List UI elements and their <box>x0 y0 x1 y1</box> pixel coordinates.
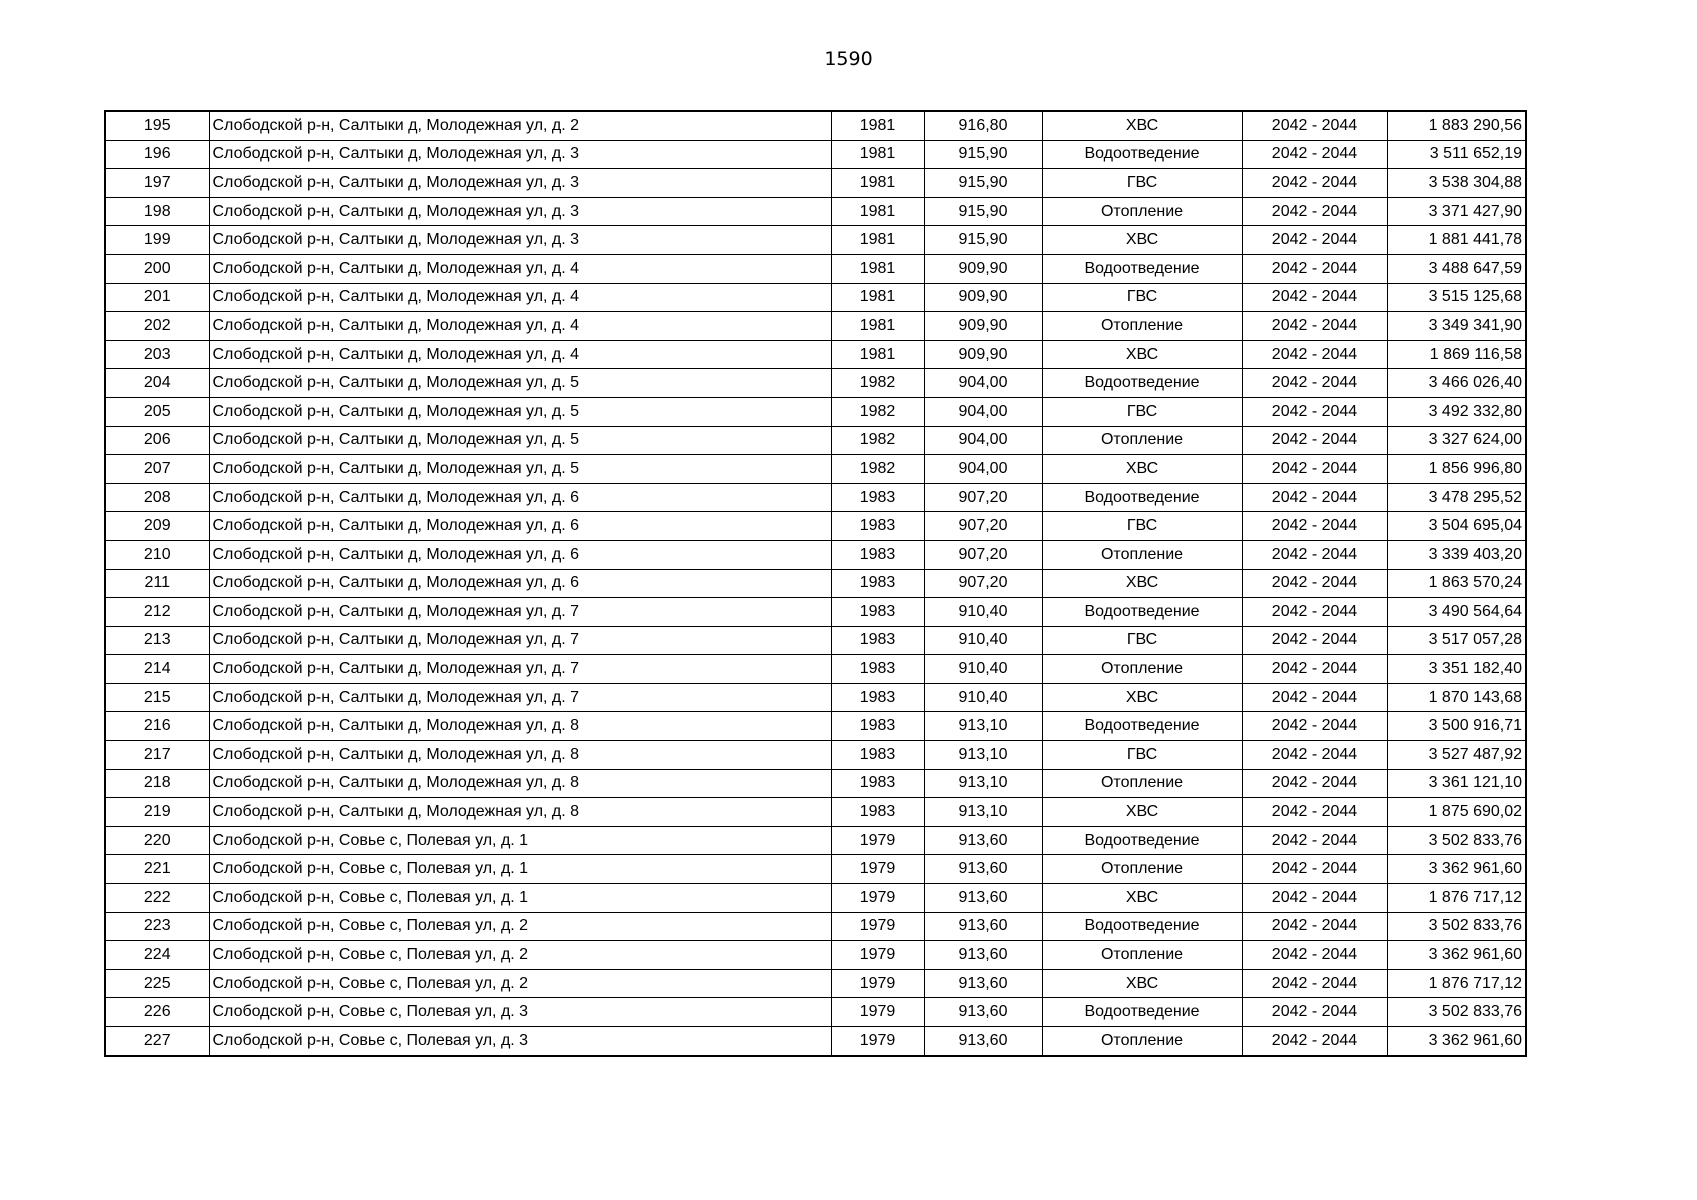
cost-cell: 3 515 125,68 <box>1387 283 1526 312</box>
row-number-cell: 209 <box>105 512 209 541</box>
address-cell: Слободской р-н, Салтыки д, Молодежная ул, д. 4 <box>209 283 831 312</box>
year-cell: 1979 <box>831 855 924 884</box>
period-cell: 2042 - 2044 <box>1242 655 1387 684</box>
area-cell: 913,60 <box>924 826 1042 855</box>
service-cell: Водоотведение <box>1042 483 1242 512</box>
table-row <box>105 169 1526 198</box>
period-cell: 2042 - 2044 <box>1242 826 1387 855</box>
row-number-cell: 222 <box>105 884 209 913</box>
address-cell: Слободской р-н, Салтыки д, Молодежная ул, д. 4 <box>209 312 831 341</box>
service-cell: Отопление <box>1042 769 1242 798</box>
year-cell: 1979 <box>831 941 924 970</box>
row-number-cell: 214 <box>105 655 209 684</box>
year-cell: 1983 <box>831 512 924 541</box>
year-cell: 1982 <box>831 369 924 398</box>
area-cell: 910,40 <box>924 626 1042 655</box>
cost-cell: 3 504 695,04 <box>1387 512 1526 541</box>
period-cell: 2042 - 2044 <box>1242 340 1387 369</box>
service-cell: Отопление <box>1042 855 1242 884</box>
period-cell: 2042 - 2044 <box>1242 226 1387 255</box>
table-row <box>105 998 1526 1027</box>
service-cell: ГВС <box>1042 626 1242 655</box>
address-cell: Слободской р-н, Салтыки д, Молодежная ул, д. 2 <box>209 111 831 140</box>
table-row <box>105 1027 1526 1056</box>
period-cell: 2042 - 2044 <box>1242 998 1387 1027</box>
area-cell: 915,90 <box>924 140 1042 169</box>
row-number-cell: 202 <box>105 312 209 341</box>
area-cell: 907,20 <box>924 512 1042 541</box>
area-cell: 913,10 <box>924 741 1042 770</box>
address-cell: Слободской р-н, Салтыки д, Молодежная ул, д. 5 <box>209 426 831 455</box>
row-number-cell: 223 <box>105 912 209 941</box>
area-cell: 913,60 <box>924 884 1042 913</box>
service-cell: ГВС <box>1042 283 1242 312</box>
year-cell: 1983 <box>831 626 924 655</box>
row-number-cell: 199 <box>105 226 209 255</box>
address-cell: Слободской р-н, Салтыки д, Молодежная ул, д. 3 <box>209 197 831 226</box>
service-cell: ГВС <box>1042 741 1242 770</box>
service-cell: Отопление <box>1042 941 1242 970</box>
year-cell: 1983 <box>831 769 924 798</box>
table-row <box>105 340 1526 369</box>
area-cell: 913,60 <box>924 912 1042 941</box>
year-cell: 1979 <box>831 912 924 941</box>
area-cell: 913,60 <box>924 1027 1042 1056</box>
address-cell: Слободской р-н, Салтыки д, Молодежная ул, д. 6 <box>209 569 831 598</box>
cost-cell: 1 876 717,12 <box>1387 969 1526 998</box>
year-cell: 1981 <box>831 312 924 341</box>
cost-cell: 3 351 182,40 <box>1387 655 1526 684</box>
row-number-cell: 225 <box>105 969 209 998</box>
period-cell: 2042 - 2044 <box>1242 798 1387 827</box>
cost-cell: 3 502 833,76 <box>1387 998 1526 1027</box>
area-cell: 915,90 <box>924 197 1042 226</box>
area-cell: 909,90 <box>924 254 1042 283</box>
area-cell: 904,00 <box>924 369 1042 398</box>
table-row <box>105 569 1526 598</box>
period-cell: 2042 - 2044 <box>1242 512 1387 541</box>
period-cell: 2042 - 2044 <box>1242 712 1387 741</box>
service-cell: ХВС <box>1042 111 1242 140</box>
service-cell: ХВС <box>1042 884 1242 913</box>
address-cell: Слободской р-н, Салтыки д, Молодежная ул, д. 4 <box>209 254 831 283</box>
year-cell: 1983 <box>831 741 924 770</box>
table-row <box>105 969 1526 998</box>
row-number-cell: 196 <box>105 140 209 169</box>
cost-cell: 3 371 427,90 <box>1387 197 1526 226</box>
service-cell: Отопление <box>1042 426 1242 455</box>
year-cell: 1981 <box>831 254 924 283</box>
table-row <box>105 884 1526 913</box>
area-cell: 913,10 <box>924 798 1042 827</box>
area-cell: 913,10 <box>924 712 1042 741</box>
address-cell: Слободской р-н, Совье с, Полевая ул, д. 2 <box>209 969 831 998</box>
service-cell: Водоотведение <box>1042 598 1242 627</box>
table-row <box>105 483 1526 512</box>
year-cell: 1983 <box>831 712 924 741</box>
area-cell: 913,10 <box>924 769 1042 798</box>
row-number-cell: 210 <box>105 540 209 569</box>
period-cell: 2042 - 2044 <box>1242 283 1387 312</box>
cost-cell: 3 339 403,20 <box>1387 540 1526 569</box>
period-cell: 2042 - 2044 <box>1242 169 1387 198</box>
cost-cell: 3 327 624,00 <box>1387 426 1526 455</box>
table-row <box>105 626 1526 655</box>
address-cell: Слободской р-н, Салтыки д, Молодежная ул, д. 8 <box>209 769 831 798</box>
address-cell: Слободской р-н, Салтыки д, Молодежная ул, д. 8 <box>209 712 831 741</box>
row-number-cell: 218 <box>105 769 209 798</box>
row-number-cell: 207 <box>105 455 209 484</box>
row-number-cell: 201 <box>105 283 209 312</box>
service-cell: ГВС <box>1042 397 1242 426</box>
area-cell: 909,90 <box>924 340 1042 369</box>
area-cell: 907,20 <box>924 483 1042 512</box>
row-number-cell: 226 <box>105 998 209 1027</box>
area-cell: 910,40 <box>924 655 1042 684</box>
address-cell: Слободской р-н, Салтыки д, Молодежная ул, д. 7 <box>209 626 831 655</box>
period-cell: 2042 - 2044 <box>1242 455 1387 484</box>
area-cell: 915,90 <box>924 226 1042 255</box>
row-number-cell: 221 <box>105 855 209 884</box>
period-cell: 2042 - 2044 <box>1242 969 1387 998</box>
cost-cell: 3 511 652,19 <box>1387 140 1526 169</box>
row-number-cell: 211 <box>105 569 209 598</box>
service-cell: ХВС <box>1042 226 1242 255</box>
address-cell: Слободской р-н, Совье с, Полевая ул, д. 2 <box>209 912 831 941</box>
year-cell: 1981 <box>831 340 924 369</box>
cost-cell: 1 883 290,56 <box>1387 111 1526 140</box>
year-cell: 1981 <box>831 111 924 140</box>
cost-cell: 3 500 916,71 <box>1387 712 1526 741</box>
year-cell: 1983 <box>831 569 924 598</box>
cost-cell: 3 488 647,59 <box>1387 254 1526 283</box>
row-number-cell: 215 <box>105 683 209 712</box>
service-cell: ХВС <box>1042 969 1242 998</box>
cost-cell: 3 362 961,60 <box>1387 1027 1526 1056</box>
row-number-cell: 197 <box>105 169 209 198</box>
address-cell: Слободской р-н, Салтыки д, Молодежная ул, д. 3 <box>209 140 831 169</box>
cost-cell: 3 492 332,80 <box>1387 397 1526 426</box>
service-cell: Отопление <box>1042 655 1242 684</box>
service-cell: Водоотведение <box>1042 140 1242 169</box>
area-cell: 910,40 <box>924 598 1042 627</box>
area-cell: 910,40 <box>924 683 1042 712</box>
year-cell: 1979 <box>831 1027 924 1056</box>
period-cell: 2042 - 2044 <box>1242 741 1387 770</box>
service-cell: Отопление <box>1042 197 1242 226</box>
address-cell: Слободской р-н, Салтыки д, Молодежная ул, д. 5 <box>209 397 831 426</box>
service-cell: ХВС <box>1042 683 1242 712</box>
year-cell: 1982 <box>831 455 924 484</box>
year-cell: 1981 <box>831 140 924 169</box>
year-cell: 1983 <box>831 798 924 827</box>
service-cell: ХВС <box>1042 569 1242 598</box>
row-number-cell: 205 <box>105 397 209 426</box>
service-cell: Отопление <box>1042 1027 1242 1056</box>
address-cell: Слободской р-н, Салтыки д, Молодежная ул, д. 6 <box>209 483 831 512</box>
cost-cell: 1 876 717,12 <box>1387 884 1526 913</box>
area-cell: 904,00 <box>924 426 1042 455</box>
table-row <box>105 197 1526 226</box>
year-cell: 1982 <box>831 397 924 426</box>
table-row <box>105 769 1526 798</box>
row-number-cell: 217 <box>105 741 209 770</box>
area-cell: 913,60 <box>924 941 1042 970</box>
year-cell: 1983 <box>831 598 924 627</box>
row-number-cell: 203 <box>105 340 209 369</box>
table-row <box>105 855 1526 884</box>
cost-cell: 1 875 690,02 <box>1387 798 1526 827</box>
year-cell: 1981 <box>831 197 924 226</box>
cost-cell: 3 349 341,90 <box>1387 312 1526 341</box>
area-cell: 915,90 <box>924 169 1042 198</box>
period-cell: 2042 - 2044 <box>1242 855 1387 884</box>
registry-table <box>104 110 1527 1057</box>
area-cell: 909,90 <box>924 283 1042 312</box>
period-cell: 2042 - 2044 <box>1242 483 1387 512</box>
address-cell: Слободской р-н, Совье с, Полевая ул, д. 3 <box>209 998 831 1027</box>
table-row <box>105 941 1526 970</box>
row-number-cell: 227 <box>105 1027 209 1056</box>
address-cell: Слободской р-н, Салтыки д, Молодежная ул, д. 7 <box>209 598 831 627</box>
row-number-cell: 208 <box>105 483 209 512</box>
cost-cell: 1 870 143,68 <box>1387 683 1526 712</box>
table-row <box>105 798 1526 827</box>
year-cell: 1979 <box>831 969 924 998</box>
period-cell: 2042 - 2044 <box>1242 941 1387 970</box>
period-cell: 2042 - 2044 <box>1242 626 1387 655</box>
cost-cell: 3 478 295,52 <box>1387 483 1526 512</box>
year-cell: 1981 <box>831 283 924 312</box>
period-cell: 2042 - 2044 <box>1242 312 1387 341</box>
row-number-cell: 198 <box>105 197 209 226</box>
address-cell: Слободской р-н, Салтыки д, Молодежная ул, д. 3 <box>209 226 831 255</box>
table-row <box>105 826 1526 855</box>
row-number-cell: 216 <box>105 712 209 741</box>
cost-cell: 3 517 057,28 <box>1387 626 1526 655</box>
period-cell: 2042 - 2044 <box>1242 140 1387 169</box>
cost-cell: 3 361 121,10 <box>1387 769 1526 798</box>
address-cell: Слободской р-н, Совье с, Полевая ул, д. 3 <box>209 1027 831 1056</box>
cost-cell: 3 502 833,76 <box>1387 912 1526 941</box>
service-cell: ГВС <box>1042 512 1242 541</box>
period-cell: 2042 - 2044 <box>1242 683 1387 712</box>
period-cell: 2042 - 2044 <box>1242 254 1387 283</box>
period-cell: 2042 - 2044 <box>1242 884 1387 913</box>
table-row <box>105 111 1526 140</box>
area-cell: 907,20 <box>924 569 1042 598</box>
year-cell: 1983 <box>831 655 924 684</box>
area-cell: 904,00 <box>924 397 1042 426</box>
period-cell: 2042 - 2044 <box>1242 1027 1387 1056</box>
cost-cell: 1 881 441,78 <box>1387 226 1526 255</box>
period-cell: 2042 - 2044 <box>1242 912 1387 941</box>
cost-cell: 3 538 304,88 <box>1387 169 1526 198</box>
address-cell: Слободской р-н, Салтыки д, Молодежная ул, д. 5 <box>209 455 831 484</box>
service-cell: Водоотведение <box>1042 912 1242 941</box>
cost-cell: 3 527 487,92 <box>1387 741 1526 770</box>
area-cell: 913,60 <box>924 855 1042 884</box>
table-row <box>105 655 1526 684</box>
cost-cell: 1 869 116,58 <box>1387 340 1526 369</box>
period-cell: 2042 - 2044 <box>1242 197 1387 226</box>
period-cell: 2042 - 2044 <box>1242 111 1387 140</box>
service-cell: Водоотведение <box>1042 826 1242 855</box>
row-number-cell: 219 <box>105 798 209 827</box>
row-number-cell: 206 <box>105 426 209 455</box>
period-cell: 2042 - 2044 <box>1242 369 1387 398</box>
row-number-cell: 204 <box>105 369 209 398</box>
table-row <box>105 283 1526 312</box>
address-cell: Слободской р-н, Салтыки д, Молодежная ул, д. 7 <box>209 683 831 712</box>
address-cell: Слободской р-н, Салтыки д, Молодежная ул, д. 8 <box>209 741 831 770</box>
row-number-cell: 220 <box>105 826 209 855</box>
year-cell: 1979 <box>831 998 924 1027</box>
address-cell: Слободской р-н, Совье с, Полевая ул, д. 2 <box>209 941 831 970</box>
table-row <box>105 369 1526 398</box>
row-number-cell: 195 <box>105 111 209 140</box>
address-cell: Слободской р-н, Салтыки д, Молодежная ул, д. 4 <box>209 340 831 369</box>
service-cell: Водоотведение <box>1042 254 1242 283</box>
service-cell: Водоотведение <box>1042 712 1242 741</box>
year-cell: 1983 <box>831 540 924 569</box>
period-cell: 2042 - 2044 <box>1242 769 1387 798</box>
row-number-cell: 200 <box>105 254 209 283</box>
area-cell: 909,90 <box>924 312 1042 341</box>
row-number-cell: 212 <box>105 598 209 627</box>
area-cell: 913,60 <box>924 998 1042 1027</box>
table-row <box>105 426 1526 455</box>
table-row <box>105 397 1526 426</box>
page-number: 1590 <box>824 48 873 70</box>
table-row <box>105 598 1526 627</box>
year-cell: 1979 <box>831 884 924 913</box>
service-cell: ХВС <box>1042 340 1242 369</box>
address-cell: Слободской р-н, Салтыки д, Молодежная ул, д. 7 <box>209 655 831 684</box>
service-cell: ХВС <box>1042 455 1242 484</box>
year-cell: 1981 <box>831 169 924 198</box>
table-row <box>105 455 1526 484</box>
address-cell: Слободской р-н, Салтыки д, Молодежная ул, д. 5 <box>209 369 831 398</box>
period-cell: 2042 - 2044 <box>1242 426 1387 455</box>
area-cell: 907,20 <box>924 540 1042 569</box>
address-cell: Слободской р-н, Салтыки д, Молодежная ул, д. 6 <box>209 512 831 541</box>
cost-cell: 3 362 961,60 <box>1387 855 1526 884</box>
period-cell: 2042 - 2044 <box>1242 569 1387 598</box>
service-cell: Водоотведение <box>1042 369 1242 398</box>
table-row <box>105 912 1526 941</box>
area-cell: 913,60 <box>924 969 1042 998</box>
table-row <box>105 254 1526 283</box>
row-number-cell: 224 <box>105 941 209 970</box>
address-cell: Слободской р-н, Салтыки д, Молодежная ул, д. 8 <box>209 798 831 827</box>
area-cell: 916,80 <box>924 111 1042 140</box>
service-cell: ГВС <box>1042 169 1242 198</box>
cost-cell: 1 863 570,24 <box>1387 569 1526 598</box>
row-number-cell: 213 <box>105 626 209 655</box>
table-row <box>105 312 1526 341</box>
address-cell: Слободской р-н, Совье с, Полевая ул, д. 1 <box>209 884 831 913</box>
year-cell: 1981 <box>831 226 924 255</box>
table-body <box>105 111 1526 1056</box>
service-cell: Отопление <box>1042 540 1242 569</box>
period-cell: 2042 - 2044 <box>1242 598 1387 627</box>
address-cell: Слободской р-н, Салтыки д, Молодежная ул, д. 3 <box>209 169 831 198</box>
table-row <box>105 140 1526 169</box>
address-cell: Слободской р-н, Салтыки д, Молодежная ул, д. 6 <box>209 540 831 569</box>
cost-cell: 3 466 026,40 <box>1387 369 1526 398</box>
address-cell: Слободской р-н, Совье с, Полевая ул, д. 1 <box>209 855 831 884</box>
service-cell: ХВС <box>1042 798 1242 827</box>
period-cell: 2042 - 2044 <box>1242 540 1387 569</box>
table-row <box>105 712 1526 741</box>
cost-cell: 3 362 961,60 <box>1387 941 1526 970</box>
service-cell: Водоотведение <box>1042 998 1242 1027</box>
table-row <box>105 512 1526 541</box>
table-row <box>105 540 1526 569</box>
address-cell: Слободской р-н, Совье с, Полевая ул, д. 1 <box>209 826 831 855</box>
year-cell: 1983 <box>831 483 924 512</box>
year-cell: 1979 <box>831 826 924 855</box>
service-cell: Отопление <box>1042 312 1242 341</box>
year-cell: 1982 <box>831 426 924 455</box>
cost-cell: 3 490 564,64 <box>1387 598 1526 627</box>
table-row <box>105 741 1526 770</box>
cost-cell: 1 856 996,80 <box>1387 455 1526 484</box>
period-cell: 2042 - 2044 <box>1242 397 1387 426</box>
cost-cell: 3 502 833,76 <box>1387 826 1526 855</box>
area-cell: 904,00 <box>924 455 1042 484</box>
table-row <box>105 683 1526 712</box>
table-row <box>105 226 1526 255</box>
year-cell: 1983 <box>831 683 924 712</box>
